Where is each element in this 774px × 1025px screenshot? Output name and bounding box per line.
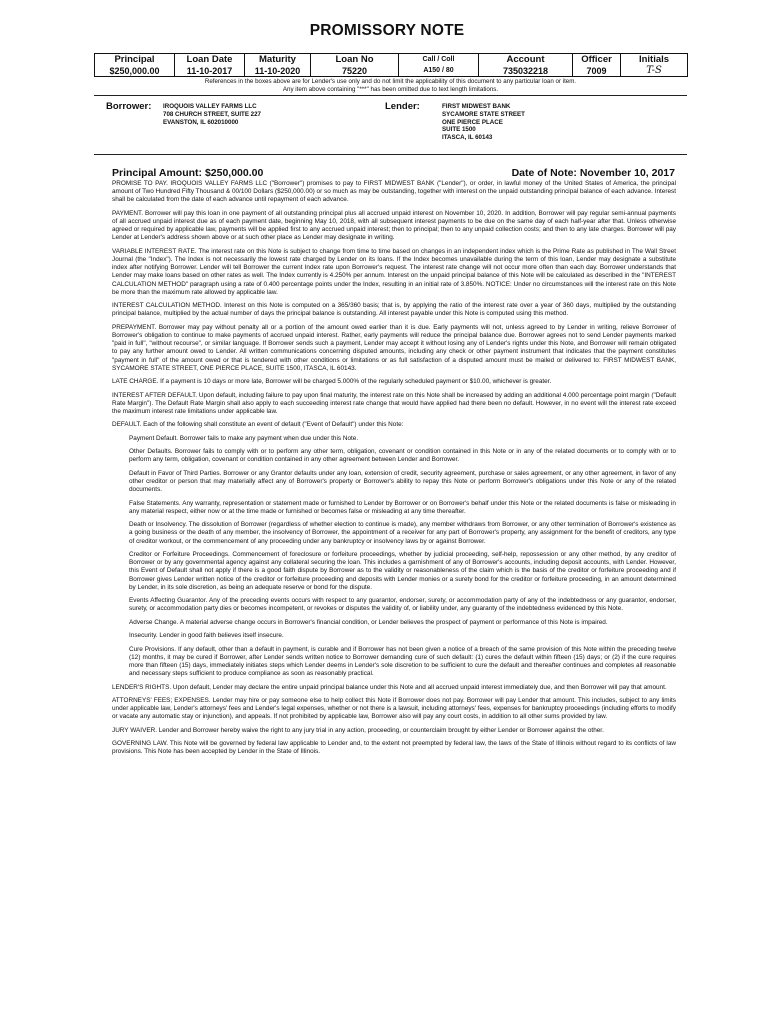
- jury-waiver-paragraph: JURY WAIVER. Lender and Borrower hereby waive the right to any jury trial in any action, proceeding, or counterclaim brought by either Lender or Borrower against the other.: [112, 726, 604, 734]
- governing-law-paragraph: GOVERNING LAW. This Note will be governed by federal law applicable to Lender and, to the extent not preempted by federal law, the laws of the State of Illinois without regard to its conflicts of law provisions. This Note has been accepted by Lender in the State of Illinois.: [112, 740, 676, 756]
- lender-address-line: ONE PIERCE PLACE: [442, 118, 503, 126]
- default-item-adverse-change: Adverse Change. A material adverse change occurs in Borrower's financial condition, or Lender believes the prospect of payment or performance of this Note is impaired.: [129, 618, 608, 626]
- lenders-rights-paragraph: LENDER'S RIGHTS. Upon default, Lender may declare the entire unpaid principal balance under this Note and all accrued unpaid interest immediately due, and then Borrower will pay that amount.: [112, 683, 667, 691]
- variable-interest-rate-paragraph: VARIABLE INTEREST RATE. The interest rate on this Note is subject to change from time to time based on changes in an independent index which is the Prime Rate as published in The Wall Street Journal (the "Index"). The Index is not necessarily the lowest rate charged by Lender on its loans. If the Index becomes unavailable during the term of this loan, Lender may designate a substitute index after notifying Borrower. Lender will tell Borrower the current Index rate upon Borrower's request. The interest rate change will not occur more often than each day. Borrower understands that Lender may make loans based on other rates as well. The Index currently is 4.250% per annum. Interest on the unpaid principal balance of this Note will be calculated as described in the "INTEREST CALCULATION METHOD" paragraph using a rate of 0.400 percentage points under the Index, resulting in an initial rate of 3.850%. NOTICE: Under no circumstances will the interest rate on this Note be more than the maximum rate allowed by applicable law.: [112, 247, 676, 296]
- default-item-other-defaults: Other Defaults. Borrower fails to comply with or to perform any other term, obligation, covenant or condition contained in this Note or in any of the related documents or to comply with or to perform any term, obligation, covenant or condition contained in any other agreement between Lender and Borrower.: [129, 448, 676, 464]
- loan-header-table: [94, 53, 688, 77]
- borrower-address: [163, 103, 261, 126]
- default-item-false-statements: False Statements. Any warranty, representation or statement made or furnished to Lender by Borrower or on Borrower's behalf under this Note or the related documents is false or misleading in any material respect, either now or at the time made or furnished or becomes false or misleading at any time thereafter.: [129, 499, 676, 515]
- borrower-label: Borrower:: [106, 101, 152, 112]
- promise-to-pay-paragraph: PROMISE TO PAY. IROQUOIS VALLEY FARMS LLC ("Borrower") promises to pay to FIRST MIDWEST BANK ("Lender"), or order, in lawful money of the United States of America, the principal amount of Two Hundred Fifty Thousand & 00/100 Dollars ($250,000.00) or so much as may be outstanding, together with interest on the unpaid outstanding principal balance of each advance. Interest shall be calculated from the date of each advance until repayment of each advance.: [112, 180, 676, 204]
- lender-address: [442, 103, 525, 142]
- date-of-note: Date of Note: November 10, 2017: [511, 167, 675, 179]
- header-cell-maturity: Maturity 11-10-2020: [245, 54, 311, 77]
- principal-amount: Principal Amount: $250,000.00: [112, 167, 264, 179]
- lender-address-line: SUITE 1500: [442, 126, 476, 134]
- payment-paragraph: PAYMENT. Borrower will pay this loan in one payment of all outstanding principal plus all accrued unpaid interest on November 10, 2020. In addition, Borrower will pay regular semi-annual payments of all accrued unpaid interest due as of each payment date, beginning May 10, 2018, with all subsequent interest payments to be due on the same day of each half-year after that. Unless otherwise agreed or required by applicable law, payments will be applied first to any accrued unpaid interest; then to principal; then to any unpaid collection costs; and then to any late charges. Borrower will pay Lender at Lender's address shown above or at such other place as Lender may designate in writing.: [112, 209, 676, 242]
- header-cell-officer: Officer 7009: [573, 54, 621, 77]
- attorneys-fees-paragraph: ATTORNEYS' FEES; EXPENSES. Lender may hire or pay someone else to help collect this Note if Borrower does not pay. Borrower will pay Lender that amount. This includes, subject to any limits under applicable law, Lender's attorneys' fees and Lender's legal expenses, whether or not there is a lawsuit, including attorneys' fees, expenses for bankruptcy proceedings (including efforts to modify or vacate any automatic stay or injunction), and appeals. If not prohibited by applicable law, Borrower also will pay any court costs, in addition to all other sums provided by law.: [112, 696, 676, 721]
- document-title: PROMISSORY NOTE: [309, 22, 465, 39]
- late-charge-paragraph: LATE CHARGE. If a payment is 10 days or more late, Borrower will be charged 5.000% of the regularly scheduled payment or $10.00, whichever is greater.: [112, 378, 552, 386]
- borrower-address-line: IROQUOIS VALLEY FARMS LLC: [163, 103, 257, 110]
- default-item-third-parties: Default in Favor of Third Parties. Borrower or any Grantor defaults under any loan, extension of credit, security agreement, purchase or sales agreement, or any other agreement, in favor of any other creditor or person that may materially affect any of Borrower's property or Borrower's ability to repay this Note or perform Borrower's obligations under this Note or any of the related documents.: [129, 469, 676, 494]
- header-cell-loan-no: Loan No 75220: [311, 54, 399, 77]
- default-item-insecurity: Insecurity. Lender in good faith believes itself insecure.: [129, 632, 284, 640]
- prepayment-paragraph: PREPAYMENT. Borrower may pay without penalty all or a portion of the amount owed earlier than it is due. Early payments will not, unless agreed to by Lender in writing, relieve Borrower of Borrower's obligation to continue to make payments of accrued unpaid interest. Rather, early payments will reduce the principal balance due. Borrower agrees not to send Lender payments marked "paid in full", "without recourse", or similar language. If Borrower sends such a payment, Lender may accept it without losing any of Lender's rights under this Note, and Borrower will remain obligated to pay any further amount owed to Lender. All written communications concerning disputed amounts, including any check or other payment instrument that indicates that the payment constitutes "payment in full" of the amount owed or that is tendered with other conditions or limitations or as full satisfaction of a disputed amount must be mailed or delivered to: FIRST MIDWEST BANK, SYCAMORE STATE STREET, ONE PIERCE PLACE, SUITE 1500, ITASCA, IL 60143.: [112, 323, 676, 372]
- default-item-events-affecting-guarantor: Events Affecting Guarantor. Any of the preceding events occurs with respect to any guarantor, endorser, surety, or accommodation party of any of the indebtedness or any guarantor, endorser, surety, or accommodation party dies or becomes incompetent, or revokes or disputes the validity of, or liability under, any guaranty of the indebtedness evidenced by this Note.: [129, 597, 676, 613]
- default-paragraph: DEFAULT. Each of the following shall constitute an event of default ("Event of Default") under this Note:: [112, 421, 404, 429]
- default-item-death-insolvency: Death or Insolvency. The dissolution of Borrower (regardless of whether election to continue is made), any member withdraws from Borrower, or any other termination of Borrower's existence as a going business or the death of any member, the insolvency of Borrower, the appointment of a receiver for any part of Borrower's property, any assignment for the benefit of creditors, any type of creditor workout, or the commencement of any proceeding under any bankruptcy or insolvency laws by or against Borrower.: [129, 521, 676, 545]
- default-item-cure-provisions: Cure Provisions. If any default, other than a default in payment, is curable and if Borrower has not been given a notice of a breach of the same provision of this Note within the preceding twelve (12) months, it may be cured if Borrower, after Lender sends written notice to Borrower demanding cure of such default: (1) cures the default within fifteen (15) days; or (2) if the cure requires more than fifteen (15) days, immediately initiates steps which Lender deems in Lender's sole discretion to be sufficient to cure the default and thereafter continues and completes all reasonable and necessary steps sufficient to produce compliance as soon as reasonably practical.: [129, 645, 676, 678]
- references-note-line-2: Any item above containing "***" has been omitted due to text length limitations.: [282, 86, 499, 93]
- header-cell-call-coll: Call / Coll A150 / 80: [399, 54, 479, 77]
- header-cell-account: Account 735032218: [479, 54, 573, 77]
- borrower-address-line: 708 CHURCH STREET, SUITE 227: [163, 110, 261, 118]
- parties-divider: [94, 154, 687, 155]
- references-note-line-1: References in the boxes above are for Lender's use only and do not limit the applicability of this document to any particular loan or item.: [204, 78, 577, 85]
- header-cell-initials: Initials T-S: [621, 54, 688, 77]
- default-item-payment-default: Payment Default. Borrower fails to make any payment when due under this Note.: [129, 434, 359, 442]
- references-divider: [94, 95, 687, 96]
- note-body: [112, 180, 676, 762]
- lender-label: Lender:: [385, 101, 420, 112]
- header-cell-loan-date: Loan Date 11-10-2017: [175, 54, 245, 77]
- default-item-creditor-forfeiture: Creditor or Forfeiture Proceedings. Commencement of foreclosure or forfeiture proceedings, whether by judicial proceeding, self-help, repossession or any other method, by any creditor of Borrower or by any governmental agency against any collateral securing the loan. This includes a garnishment of any of Borrower's accounts, including deposit accounts, with Lender. However, this Event of Default shall not apply if there is a good faith dispute by Borrower as to the validity or reasonableness of the claim which is the basis of the creditor or forfeiture proceeding and if Borrower gives Lender written notice of the creditor or forfeiture proceeding and deposits with Lender monies or a surety bond for the creditor or forfeiture proceeding, in an amount determined by Lender, in its sole discretion, as being an adequate reserve or bond for the dispute.: [129, 550, 676, 591]
- lender-address-line: SYCAMORE STATE STREET: [442, 110, 525, 118]
- lender-address-line: FIRST MIDWEST BANK: [442, 103, 511, 110]
- interest-after-default-paragraph: INTEREST AFTER DEFAULT. Upon default, including failure to pay upon final maturity, the interest rate on this Note shall be increased by adding an additional 4.000 percentage point margin ("Default Rate Margin"). The Default Rate Margin shall also apply to each succeeding interest rate change that would have applied had there been no default. However, in no event will the interest rate exceed the maximum interest rate limitations under applicable law.: [112, 391, 676, 415]
- header-cell-principal: Principal $250,000.00: [95, 54, 175, 77]
- interest-calculation-paragraph: INTEREST CALCULATION METHOD. Interest on this Note is computed on a 365/360 basis; that is, by applying the ratio of the interest rate over a year of 360 days, multiplied by the outstanding principal balance, multiplied by the actual number of days the principal balance is outstanding. All interest payable under this Note is computed using this method.: [112, 302, 676, 318]
- lender-address-line: ITASCA, IL 60143: [442, 134, 493, 142]
- borrower-address-line: EVANSTON, IL 602010000: [163, 118, 239, 126]
